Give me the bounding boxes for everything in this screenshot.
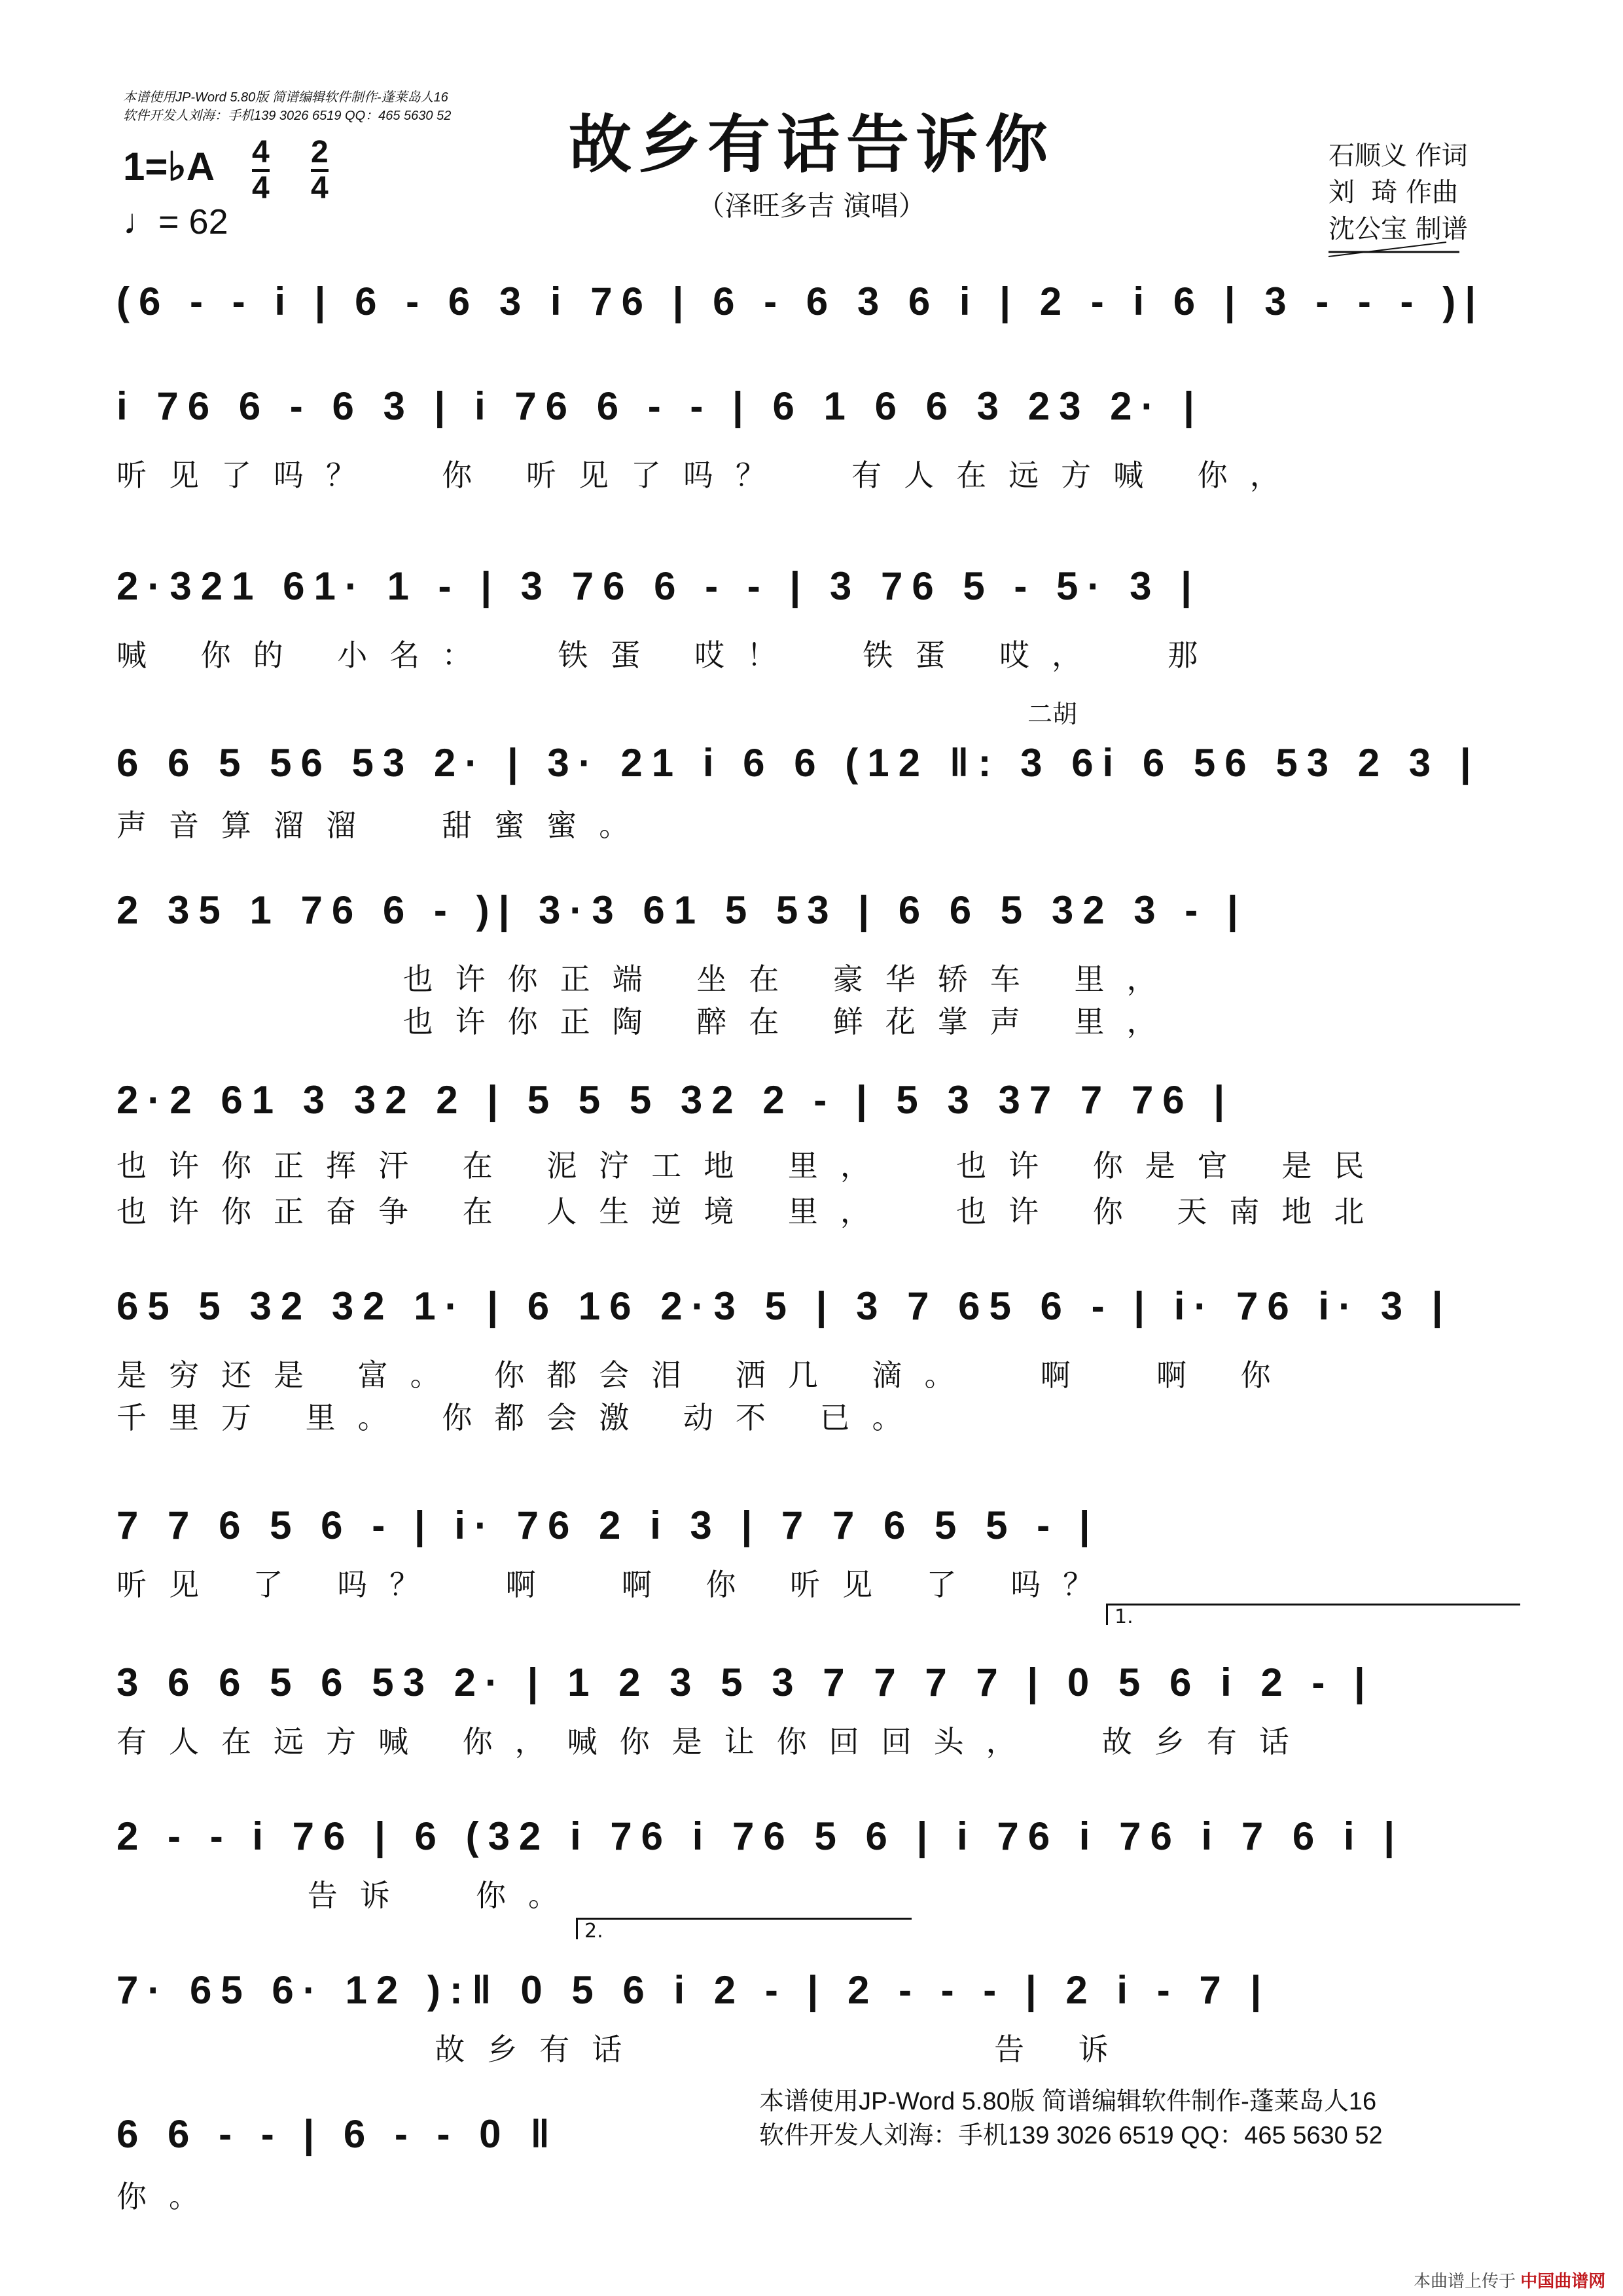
footer-line-1: 本谱使用JP-Word 5.80版 简谱编辑软件制作-蓬莱岛人16 <box>759 2088 1377 2115</box>
lyric-line-10: 告诉 你。 <box>116 1878 580 1913</box>
meter-1-top: 4 <box>252 135 270 170</box>
key-signature: 1=♭A <box>123 145 215 188</box>
lyric-line-12: 你。 <box>116 2179 221 2214</box>
score-line-8: 7 7 6 5 6 - | i· 76 2 i 3 | 7 7 6 5 5 - | <box>116 1503 1099 1547</box>
erhu-annotation: 二胡 <box>1027 700 1078 728</box>
lyric-line-9: 有人在远方喊 你，喊你是让你回回头， 故乡有话 <box>116 1724 1311 1759</box>
score-line-7: 65 5 32 32 1· | 6 16 2·3 5 | 3 7 65 6 - | i· 76 i· 3 | <box>116 1283 1452 1328</box>
lyric-line-2: 听见了吗？ 你 听见了吗？ 有人在远方喊 你， <box>116 457 1302 493</box>
lyric-line-3: 喊 你的 小名： 铁蛋 哎！ 铁蛋 哎， 那 <box>116 637 1221 673</box>
score-line-4: 6 6 5 56 53 2· | 3· 21 i 6 6 (12 ‖: 3 6i 6 56 53 2 3 | <box>116 740 1480 785</box>
credit-arranger: 沈公宝 制谱 <box>1329 214 1468 244</box>
meter-2-bottom: 4 <box>311 171 329 206</box>
score-line-5: 2 35 1 76 6 - )| 3·3 61 5 53 | 6 6 5 32 3 - | <box>116 888 1247 932</box>
score-line-12: 6 6 - - | 6 - - 0 ‖ <box>116 2111 560 2156</box>
lyric-line-6a: 也许你正挥汗 在 泥泞工地 里， 也许 你是官 是民 <box>116 1148 1387 1183</box>
meter-2-top: 2 <box>311 135 329 170</box>
tempo-mark: ♩= 62 <box>123 202 228 242</box>
footer-software-note <box>759 2085 1383 2153</box>
volta-bracket-1 <box>1106 1604 1520 1628</box>
watermark-prefix: 本曲谱上传于 <box>1414 2271 1516 2291</box>
lyric-line-5a: 也许你正端 坐在 豪华轿车 里， <box>116 961 1179 997</box>
score-line-9: 3 6 6 5 6 53 2· | 1 2 3 5 3 7 7 7 7 | 0 5 6 i 2 - | <box>116 1660 1374 1704</box>
score-line-2: i 76 6 - 6 3 | i 76 6 - - | 6 1 6 6 3 23 2· | <box>116 384 1204 428</box>
score-line-3: 2·321 61· 1 - | 3 76 6 - - | 3 76 5 - 5· 3 | <box>116 564 1201 608</box>
score-line-1: (6 - - i | 6 - 6 3 i 76 | 6 - 6 3 6 i | 2 - i 6 | 3 - - - )| <box>116 279 1485 323</box>
score-line-11: 7· 65 6· 12 ):‖ 0 5 6 i 2 - | 2 - - - | 2 i - 7 | <box>116 1967 1271 2012</box>
lyric-line-5b: 也许你正陶 醉在 鲜花掌声 里， <box>116 1004 1179 1039</box>
watermark-brand-logo: 中国曲谱网 <box>1520 2271 1606 2291</box>
song-subtitle: （泽旺多吉 演唱） <box>697 190 926 222</box>
lyric-line-6b: 也许你正奋争 在 人生逆境 里， 也许 你 天南地北 <box>116 1194 1387 1229</box>
volta-2-label: 2. <box>584 1920 603 1943</box>
score-line-10: 2 - - i 76 | 6 (32 i 76 i 76 5 6 | i 76 i 76 i 7 6 i | <box>116 1814 1404 1858</box>
footer-line-2: 软件开发人刘海：手机139 3026 6519 QQ：465 5630 52 <box>759 2122 1383 2149</box>
credit-lyricist: 石顺义 作词 <box>1329 141 1468 171</box>
lyric-line-4: 声音算溜溜 甜蜜蜜。 <box>116 808 652 843</box>
score-line-6: 2·2 61 3 32 2 | 5 5 5 32 2 - | 5 3 37 7 76 | <box>116 1077 1234 1122</box>
site-watermark <box>1414 2268 1605 2292</box>
software-note-line-1: 本谱使用JP-Word 5.80版 简谱编辑软件制作-蓬莱岛人16 <box>123 90 448 105</box>
credit-composer: 刘 琦 作曲 <box>1329 177 1459 207</box>
lyric-line-7a: 是穷还是 富。 你都会泪 洒几 滴。 啊 啊 你 <box>116 1357 1293 1393</box>
lyric-line-7b: 千里万 里。 你都会激 动不 已。 <box>116 1400 925 1435</box>
software-note-line-2: 软件开发人刘海：手机139 3026 6519 QQ：465 5630 52 <box>123 109 452 123</box>
lyric-line-8: 听见 了 吗？ 啊 啊 你 听见 了 吗？ <box>116 1567 1116 1602</box>
volta-bracket-2 <box>576 1918 912 1943</box>
volta-1-label: 1. <box>1115 1605 1133 1628</box>
meter-1-bottom: 4 <box>252 171 270 206</box>
lyric-line-11: 故乡有话 告 诉 <box>116 2032 1131 2067</box>
song-title: 故乡有话告诉你 <box>569 107 1054 181</box>
